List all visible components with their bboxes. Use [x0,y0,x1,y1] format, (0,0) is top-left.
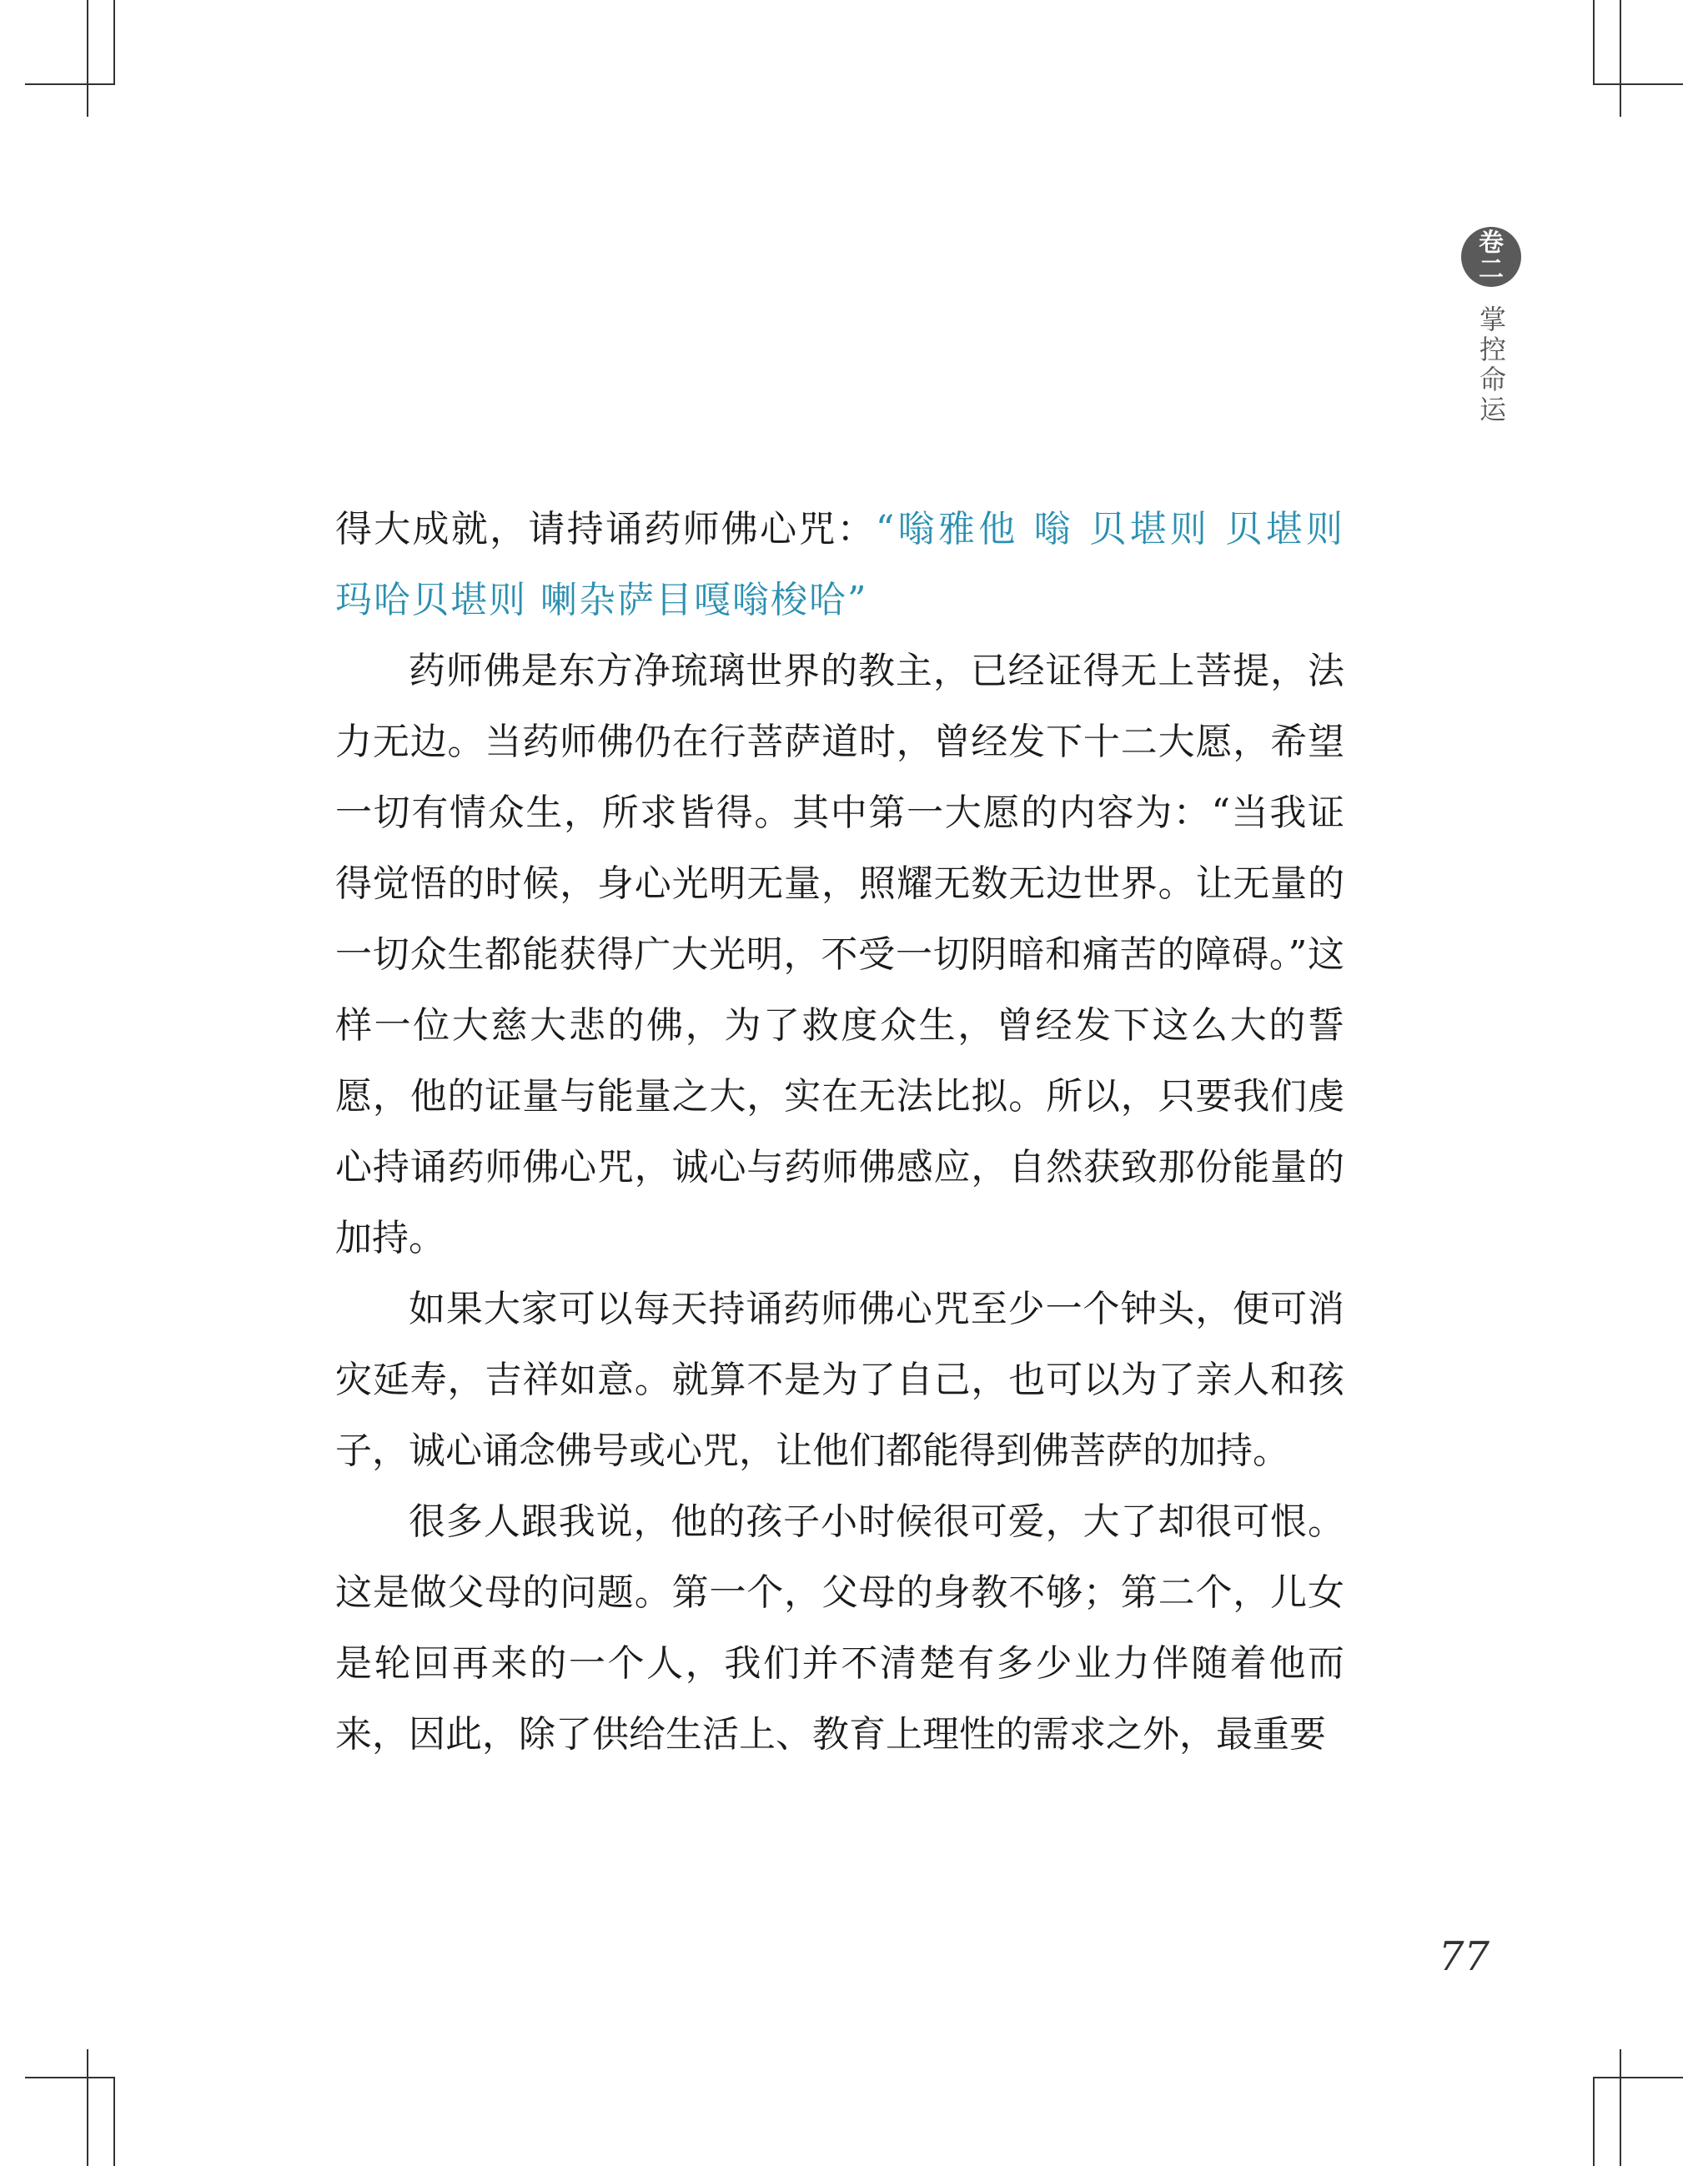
crop-mark-top-left-h [25,83,115,85]
crop-mark-top-left-v [87,0,88,117]
crop-mark-bottom-left-v [87,2049,88,2166]
mantra-lead: 得大成就，请持诵药师佛心咒： [335,508,876,550]
page-number: 77 [1439,1933,1490,1980]
volume-line-2: 二 [1479,255,1504,284]
paragraph-mantra [335,494,1344,636]
crop-mark-top-left-v2 [113,0,115,83]
chapter-side-tab [1461,227,1521,425]
volume-line-1: 卷 [1479,229,1504,258]
crop-mark-bottom-left-h [25,2077,115,2078]
crop-mark-bottom-right-h [1593,2077,1683,2078]
crop-mark-bottom-right-v [1620,2049,1621,2166]
crop-mark-top-right-h [1593,83,1683,85]
paragraph-3: 很多人跟我说，他的孩子小时候很可爱，大了却很可恨。这是做父母的问题。第一个，父母的身教不够；第二个，儿女是轮回再来的一个人，我们并不清楚有多少业力伴随着他而来，因此，除了供给生活上、教育上理性的需求之外，最重要 [335,1500,1344,1756]
crop-mark-top-right-v [1620,0,1621,117]
crop-mark-bottom-right-v2 [1593,2077,1595,2166]
crop-mark-top-right-v2 [1593,0,1595,83]
chapter-title: 掌控命运 [1475,305,1507,425]
mantra-text: “嗡雅他 嗡 贝堪则 贝堪则 玛哈贝堪则 喇杂萨目嘎嗡梭哈” [335,508,1345,621]
crop-mark-bottom-left-v2 [113,2077,115,2166]
volume-badge [1461,227,1521,287]
body-text [335,494,1344,1770]
paragraph-2: 如果大家可以每天持诵药师佛心咒至少一个钟头，便可消灾延寿，吉祥如意。就算不是为了自己，也可以为了亲人和孩子，诚心诵念佛号或心咒，让他们都能得到佛菩萨的加持。 [335,1288,1344,1472]
paragraph-1: 药师佛是东方净琉璃世界的教主，已经证得无上菩提，法力无边。当药师佛仍在行菩萨道时，曾经发下十二大愿，希望一切有情众生，所求皆得。其中第一大愿的内容为：“当我证得觉悟的时候，身心光明无量，照耀无数无边世界。让无量的一切众生都能获得广大光明，不受一切阴暗和痛苦的障碍。”这样一位大慈大悲的佛，为了救度众生，曾经发下这么大的誓愿，他的证量与能量之大，实在无法比拟。所以，只要我们虔心持诵药师佛心咒，诚心与药师佛感应，自然获致那份能量的加持。 [335,650,1344,1259]
